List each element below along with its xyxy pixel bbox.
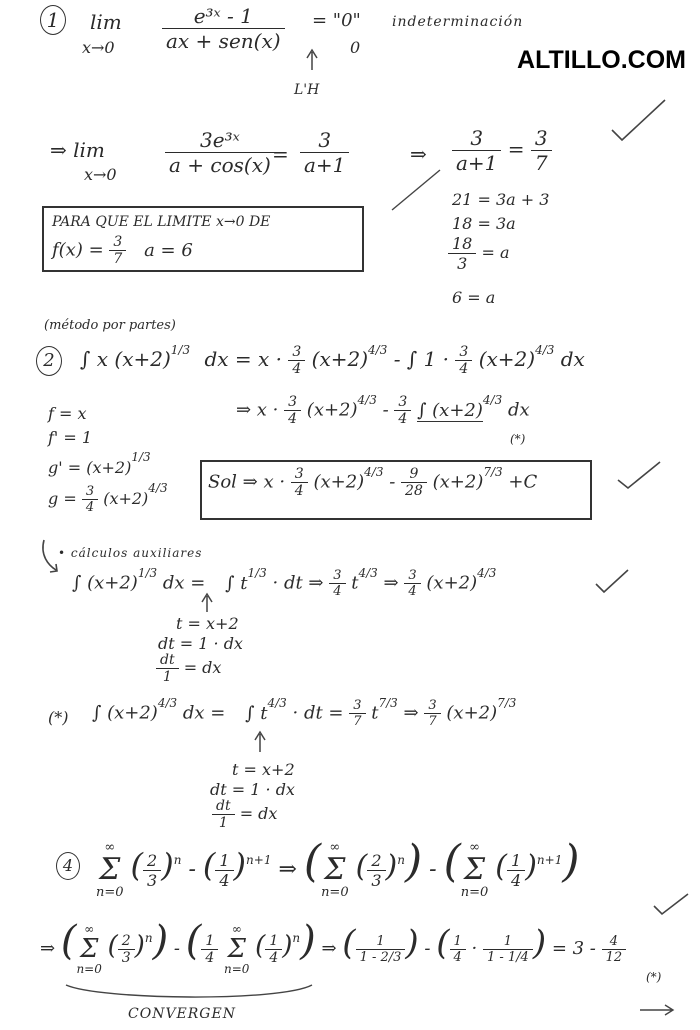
aux-l1-result-exp: 4/3 bbox=[477, 565, 497, 580]
aux-l1-t: ∫ t bbox=[225, 572, 248, 594]
p4-row2-quarter-den: 4 bbox=[205, 949, 215, 966]
p2-main-lhs: ∫ x (x+2) bbox=[80, 347, 171, 371]
p4-sum1-top: ∞ bbox=[104, 840, 116, 855]
p1-denominator: ax + sen(x) bbox=[166, 29, 281, 53]
p1-numerator: e³ˣ - 1 bbox=[162, 4, 285, 29]
aux-l1-frac2-den: 4 bbox=[408, 584, 417, 599]
check-mark-icon bbox=[596, 570, 628, 592]
p4-row2-t2-den: 4 bbox=[269, 949, 279, 966]
p4-minus: - bbox=[188, 857, 196, 882]
p4-geo2-q-den: 4 bbox=[453, 949, 462, 965]
p1-indeterminacion: indeterminación bbox=[392, 14, 524, 30]
p4-row2-arrow: ⇒ bbox=[40, 938, 56, 959]
p1-step2-sub: x→0 bbox=[84, 165, 117, 184]
p4-sum2-top: ∞ bbox=[329, 840, 341, 855]
p2-sol-frac-num: 3 bbox=[291, 466, 308, 483]
p2-g-expr: (x+2) bbox=[103, 489, 149, 508]
aux-l1-t2-exp: 4/3 bbox=[358, 565, 378, 580]
p2-frac2-den: 4 bbox=[459, 361, 469, 377]
p1-step2-denominator: a + cos(x) bbox=[169, 153, 271, 177]
p2-g-frac-den: 4 bbox=[85, 500, 95, 515]
p4-minus2: - bbox=[429, 857, 437, 882]
right-arrow-icon bbox=[640, 1005, 673, 1015]
aux-sub1: t = x+2 bbox=[176, 614, 239, 633]
p2-gp-exp: 1/3 bbox=[131, 450, 151, 464]
p2-sol-exp: 4/3 bbox=[364, 464, 384, 479]
p4-row2-arrow2: ⇒ bbox=[321, 938, 337, 959]
p1-work-2: 18 = 3a bbox=[452, 214, 516, 233]
up-arrow-icon bbox=[255, 732, 265, 752]
p1-box-den: 7 bbox=[113, 251, 123, 267]
p1-eq-right-den: 7 bbox=[534, 151, 548, 175]
p1-lhopital-label: L'H bbox=[294, 82, 320, 98]
p2-main-lhs-exp: 1/3 bbox=[170, 343, 191, 357]
aux-l2-t2-exp: 7/3 bbox=[378, 695, 398, 710]
p1-step2-result-num: 3 bbox=[300, 128, 349, 153]
p4-row2-result: = 3 - bbox=[551, 938, 596, 959]
pointer-line bbox=[392, 170, 440, 210]
p4-row2-sum2-top: ∞ bbox=[231, 922, 242, 936]
aux-l2-result-exp: 7/3 bbox=[497, 695, 517, 710]
p2-g-text: g = bbox=[48, 489, 77, 508]
p2-frac-den: 4 bbox=[292, 361, 302, 377]
aux-sub3-num: dt bbox=[156, 652, 179, 669]
p2-sol-frac-den: 4 bbox=[294, 483, 304, 499]
p4-row2-sum1: ∞ Σ n=0 bbox=[76, 922, 102, 976]
p4-geo1-num: 1 bbox=[356, 934, 406, 950]
problem-1-number: 1 bbox=[40, 5, 66, 35]
p1-box-num: 3 bbox=[109, 234, 126, 251]
p4-geo2-den: 1 - 1/4 bbox=[486, 949, 529, 965]
aux-l2-dx: dx = bbox=[182, 702, 226, 724]
p4-t2-num: 1 bbox=[215, 851, 233, 871]
p4-row2-minus2: - bbox=[424, 938, 431, 959]
aux-l2-frac2-num: 3 bbox=[424, 698, 440, 714]
aux-l2-exp: 4/3 bbox=[157, 695, 178, 710]
aux-l1-result: (x+2) bbox=[426, 572, 478, 594]
p2-sol-den: 28 bbox=[405, 483, 423, 499]
p2-line2-frac2-num: 3 bbox=[394, 394, 411, 411]
p4-sum2: ∞ Σ n=0 bbox=[321, 840, 349, 900]
aux-sub5: dt = 1 · dx bbox=[210, 780, 295, 799]
p4-geo2-num: 1 bbox=[483, 934, 533, 950]
aux-l1-dt: · dt ⇒ bbox=[272, 572, 324, 594]
p4-result-den: 12 bbox=[605, 949, 623, 965]
aux-l2-frac-den: 7 bbox=[353, 714, 362, 729]
aux-title: • cálculos auxiliares bbox=[58, 546, 203, 560]
p2-main-minus: - ∫ 1 · bbox=[393, 347, 450, 371]
p4-sum3-top: ∞ bbox=[469, 840, 480, 855]
p2-line2-integral: ∫ (x+2) bbox=[417, 399, 483, 421]
p4-row2-quarter-num: 1 bbox=[201, 933, 218, 950]
p4-r1-t1-exp: n bbox=[397, 853, 405, 867]
p1-step2-result-den: a+1 bbox=[304, 153, 346, 177]
check-mark-icon bbox=[618, 462, 660, 488]
p4-row2-t1-den: 3 bbox=[121, 949, 131, 966]
p4-arrow: ⇒ bbox=[278, 857, 297, 882]
p2-frac2-num: 3 bbox=[455, 344, 472, 361]
p1-eq-equals: = bbox=[507, 137, 525, 161]
p1-box-line1: PARA QUE EL LIMITE x→0 DE bbox=[52, 214, 271, 230]
aux-l1-exp: 1/3 bbox=[137, 565, 158, 580]
p4-r1-t2-exp: n+1 bbox=[536, 853, 563, 867]
p4-row2-t2-num: 1 bbox=[265, 933, 282, 950]
p4-sum3-bot: n=0 bbox=[460, 885, 489, 900]
p4-row2-t1-num: 2 bbox=[118, 933, 135, 950]
p4-r1-t1-num: 2 bbox=[367, 851, 385, 871]
p1-box-a: a = 6 bbox=[144, 239, 193, 261]
up-arrow-icon bbox=[307, 50, 317, 70]
p2-main-mid: (x+2) bbox=[311, 347, 369, 371]
p4-row2-sum1-top: ∞ bbox=[84, 922, 95, 936]
p1-work-3-rest: = a bbox=[481, 243, 510, 262]
p2-sol-tail: (x+2) bbox=[432, 471, 484, 493]
aux-l2-texp: 4/3 bbox=[267, 695, 287, 710]
aux-sub3-den: 1 bbox=[162, 669, 172, 685]
p4-row2-sum2-bot: n=0 bbox=[224, 962, 250, 976]
p4-r1-t2-den: 4 bbox=[511, 870, 522, 890]
p1-box-fx: f(x) = bbox=[52, 239, 104, 261]
aux-l2-frac-num: 3 bbox=[349, 698, 365, 714]
aux-l2-integral: ∫ (x+2) bbox=[92, 702, 158, 724]
p4-sum3: ∞ Σ n=0 bbox=[460, 840, 489, 900]
p2-sol-lhs: Sol ⇒ x · bbox=[208, 471, 286, 493]
converge-bracket bbox=[66, 985, 312, 997]
p4-row1: ∞ Σ n=0 ( $\frac{2}{3}$ )$^n$ - ( $\frac{1}{4}$ )$^{n+1}$ ⇒ ( ∞ Σ n=0 ( $\frac{2}{3}$ )$^n$) - ( ∞ Σ n=0 ( $\frac{1}{4}$ )$^{n+1}$) bbox=[96, 836, 580, 900]
p2-main-mid-exp: 4/3 bbox=[368, 343, 388, 357]
p2-frac-num: 3 bbox=[288, 344, 305, 361]
p4-row2-t1-exp: n bbox=[144, 931, 153, 945]
aux-sub4: t = x+2 bbox=[232, 760, 295, 779]
p2-line2-exp: 4/3 bbox=[357, 392, 377, 407]
aux-l2-arrow: ⇒ bbox=[403, 702, 419, 724]
p2-line2-arrow: ⇒ x · bbox=[236, 399, 279, 421]
p2-g-frac-num: 3 bbox=[82, 484, 98, 500]
p2-gp-text: g' = (x+2) bbox=[48, 458, 132, 477]
p4-r1-t1-den: 3 bbox=[371, 870, 382, 890]
aux-star: (*) bbox=[48, 708, 69, 727]
aux-sub6-num: dt bbox=[212, 798, 235, 815]
p4-row2: ⇒ ( ∞ Σ n=0 ( $\frac{2}{3}$ )$^n$) - ( $\frac{1}{4}$ ∞ Σ n=0 ( $\frac{1}{4}$ )$^n$) ⇒ ( $\frac{1}{1 - 2/3}$ ) - ( $\frac{1}{4}$ · $\frac{1}{1 - 1/4}$ ) = 3 - $\frac{4}{12}$ bbox=[40, 918, 626, 976]
p1-eq-left-num: 3 bbox=[452, 126, 501, 151]
p4-result-num: 4 bbox=[602, 934, 627, 950]
p1-lim-word: lim bbox=[90, 10, 122, 34]
aux-l1-texp: 1/3 bbox=[247, 565, 267, 580]
p4-converge-label: CONVERGEN bbox=[128, 1006, 236, 1022]
p4-geo2-q-num: 1 bbox=[450, 934, 466, 950]
p4-row2-t2-exp: n bbox=[292, 931, 301, 945]
p2-sol-minus: - bbox=[389, 471, 396, 493]
p4-sum2-bot: n=0 bbox=[321, 885, 349, 900]
check-mark-icon bbox=[654, 894, 688, 914]
problem-4-number: 4 bbox=[56, 852, 80, 880]
p2-line2-minus: - bbox=[382, 399, 389, 421]
aux-l2-t: ∫ t bbox=[245, 702, 268, 724]
aux-l2-dt: · dt = bbox=[292, 702, 344, 724]
p4-row2-minus: - bbox=[173, 938, 180, 959]
p1-step2-lim: ⇒ lim bbox=[50, 138, 105, 162]
p4-sum1: ∞ Σ n=0 bbox=[96, 840, 124, 900]
p1-form: = "0" bbox=[312, 10, 361, 31]
p1-work-1: 21 = 3a + 3 bbox=[452, 190, 550, 209]
up-arrow-icon bbox=[202, 594, 212, 612]
p2-main-tail: (x+2) bbox=[478, 347, 536, 371]
p4-r1-t2-num: 1 bbox=[507, 851, 525, 871]
aux-l1-t2: t bbox=[351, 572, 359, 594]
p2-line2-frac2-den: 4 bbox=[398, 411, 408, 427]
p1-work-4: 6 = a bbox=[452, 288, 496, 307]
p4-t1-num: 2 bbox=[143, 851, 161, 871]
aux-l1-integral: ∫ (x+2) bbox=[72, 572, 138, 594]
aux-l2-t2: t bbox=[371, 702, 379, 724]
p4-row2-sum2: ∞ Σ n=0 bbox=[224, 922, 250, 976]
aux-l1-frac-num: 3 bbox=[329, 568, 345, 584]
p2-main-dx2: dx bbox=[560, 347, 585, 371]
aux-sub6-rest: = dx bbox=[239, 804, 278, 823]
p2-f-def: f = x bbox=[48, 404, 87, 423]
aux-l1-dx: dx = bbox=[162, 572, 206, 594]
p4-geo1-den: 1 - 2/3 bbox=[359, 949, 402, 965]
p2-sol-constant: +C bbox=[508, 471, 538, 493]
p1-implies: ⇒ bbox=[410, 142, 427, 166]
p1-step2-equals: = bbox=[272, 142, 289, 166]
p1-eq-right-num: 3 bbox=[531, 126, 552, 151]
p1-step2-numerator: 3e³ˣ bbox=[165, 128, 275, 153]
p1-eq-left-den: a+1 bbox=[456, 151, 498, 175]
watermark: ALTILLO.COM bbox=[517, 46, 686, 74]
p2-line2-frac-num: 3 bbox=[284, 394, 301, 411]
p4-row2-sum1-bot: n=0 bbox=[76, 962, 102, 976]
aux-sub2: dt = 1 · dx bbox=[158, 634, 243, 653]
p1-lim-sub: x→0 bbox=[82, 38, 115, 57]
aux-l2-result: (x+2) bbox=[446, 702, 498, 724]
curved-arrow-icon bbox=[43, 540, 57, 572]
p2-main-tail-exp: 4/3 bbox=[535, 343, 555, 357]
aux-sub6-den: 1 bbox=[218, 815, 228, 831]
p4-t1-exp: n bbox=[173, 853, 182, 867]
aux-l1-arrow: ⇒ bbox=[383, 572, 399, 594]
aux-l2-frac2-den: 7 bbox=[428, 714, 437, 729]
p1-form-den: 0 bbox=[350, 38, 361, 57]
p2-sol-tail-exp: 7/3 bbox=[483, 464, 503, 479]
p4-sum1-bot: n=0 bbox=[96, 885, 124, 900]
p2-line2-int-exp: 4/3 bbox=[482, 392, 503, 407]
aux-l1-frac-den: 4 bbox=[333, 584, 342, 599]
aux-sub3-rest: = dx bbox=[183, 658, 222, 677]
p4-t1-den: 3 bbox=[147, 870, 158, 890]
p4-star: (*) bbox=[646, 970, 662, 984]
p4-t2-exp: n+1 bbox=[246, 853, 272, 867]
check-mark-icon bbox=[612, 100, 665, 140]
p2-line2-dx: dx bbox=[507, 399, 530, 421]
p2-method-label: (método por partes) bbox=[44, 318, 176, 333]
p2-sol-mid: (x+2) bbox=[313, 471, 365, 493]
p2-main-dx: dx = x · bbox=[204, 347, 283, 371]
problem-2-number: 2 bbox=[36, 346, 62, 376]
p1-work-3-num: 18 bbox=[448, 234, 476, 254]
p2-g-exp: 4/3 bbox=[148, 481, 168, 495]
p2-line2-frac-den: 4 bbox=[288, 411, 298, 427]
p2-star-mark: (*) bbox=[510, 432, 526, 446]
aux-l1-frac2-num: 3 bbox=[404, 568, 420, 584]
p4-t2-den: 4 bbox=[219, 870, 230, 890]
p2-sol-num: 9 bbox=[401, 466, 427, 483]
p1-work-3-den: 3 bbox=[457, 254, 468, 273]
p2-line2-mid: (x+2) bbox=[306, 399, 358, 421]
p2-fp-def: f' = 1 bbox=[48, 428, 93, 447]
